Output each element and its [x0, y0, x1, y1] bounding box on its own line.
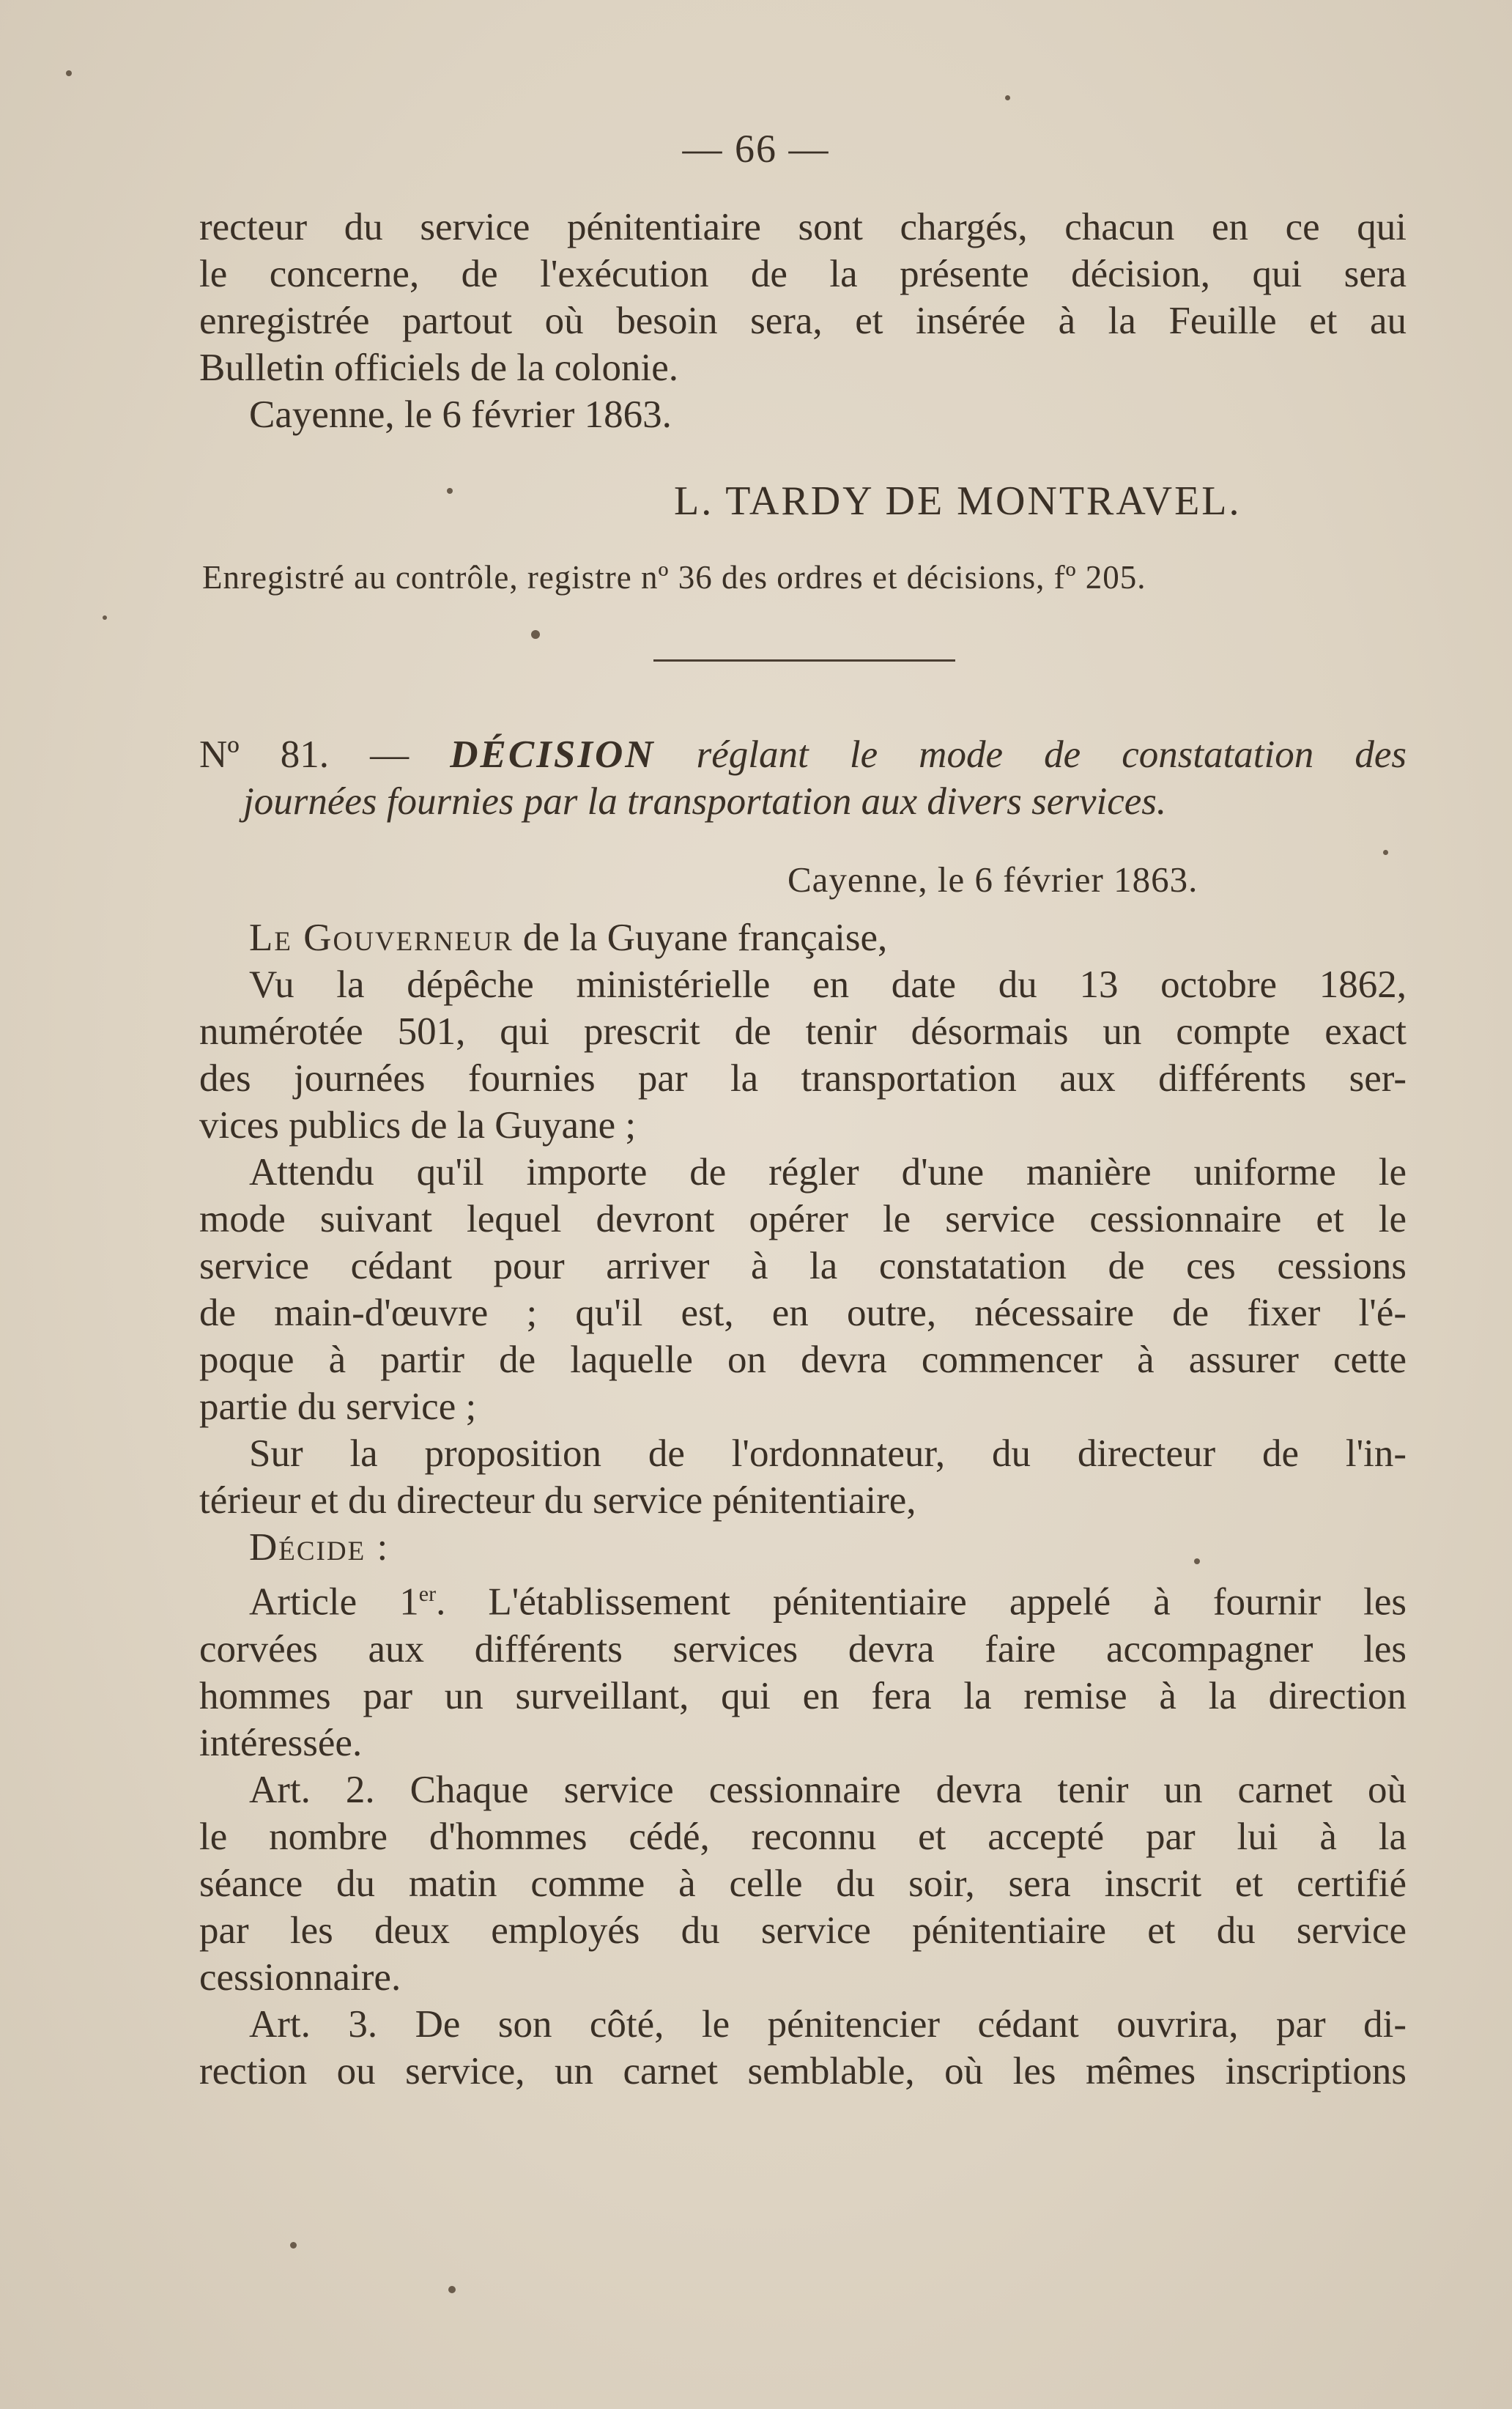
- speck: [1005, 95, 1010, 100]
- section-divider: [653, 659, 955, 662]
- governor-rest: de la Guyane française,: [522, 917, 888, 959]
- text-line: vices publics de la Guyane ;: [199, 1104, 637, 1147]
- text-line: mode suivant lequel devront opérer le service cessionnaire et le: [199, 1198, 1407, 1240]
- text-line: poque à partir de laquelle on devra commencer à assurer cette: [199, 1339, 1407, 1381]
- text-line: le concerne, de l'exécution de la présente décision, qui sera: [199, 253, 1407, 295]
- governor-title: Le Gouverneur: [249, 917, 514, 959]
- date-line: Cayenne, le 6 février 1863.: [249, 393, 672, 436]
- registration-note: Enregistré au contrôle, registre nº 36 des ordres et décisions, fº 205.: [202, 559, 1146, 596]
- speck: [66, 70, 72, 76]
- decision-title-line-2: journées fournies par la transportation aux divers services.: [243, 780, 1167, 823]
- text-line: par les deux employés du service pénitentiaire et du service: [199, 1909, 1407, 1952]
- heading-line: [199, 731, 1407, 778]
- speck: [1383, 850, 1388, 855]
- text-line: cessionnaire.: [199, 1955, 401, 1999]
- decision-number: Nº 81. —: [199, 733, 410, 776]
- article-label: Article 1: [249, 1580, 419, 1624]
- text-line: Bulletin officiels de la colonie.: [199, 347, 678, 389]
- decision-body: [199, 914, 1407, 2095]
- text-line: corvées aux différents services devra faire accompagner les: [199, 1627, 1407, 1670]
- text-line: séance du matin comme à celle du soir, sera inscrit et certifié: [199, 1862, 1407, 1905]
- text-line: partie du service ;: [199, 1385, 477, 1428]
- signature: L. TARDY DE MONTRAVEL.: [674, 478, 1242, 524]
- governor-line: [199, 914, 1407, 961]
- decision-title-word: DÉCISION: [450, 733, 656, 776]
- speck: [290, 2242, 297, 2249]
- page-number: — 66 —: [682, 127, 830, 171]
- text-line: hommes par un surveillant, qui en fera la remise à la direction: [199, 1674, 1407, 1717]
- text-line: de main-d'œuvre ; qu'il est, en outre, nécessaire de fixer l'é-: [199, 1292, 1407, 1334]
- text-line: service cédant pour arriver à la constatation de ces cessions: [199, 1245, 1407, 1287]
- text-line: intéressée.: [199, 1721, 363, 1764]
- text-line: numérotée 501, qui prescrit de tenir désormais un compte exact: [199, 1010, 1407, 1053]
- article-text: . L'établissement pénitentiaire appelé à fournir les: [436, 1580, 1407, 1624]
- speck: [447, 488, 453, 494]
- article-label-sup: er: [418, 1582, 437, 1606]
- decision-date: Cayenne, le 6 février 1863.: [788, 859, 1198, 900]
- opening-paragraph: [199, 204, 1407, 438]
- speck: [103, 615, 107, 620]
- text-line: enregistrée partout où besoin sera, et insérée à la Feuille et au: [199, 300, 1407, 342]
- decision-title: réglant le mode de constatation des: [696, 733, 1407, 776]
- decision-heading: [199, 731, 1407, 825]
- text-line: des journées fournies par la transportation aux différents ser-: [199, 1057, 1407, 1100]
- decide-heading: Décide :: [249, 1526, 390, 1569]
- text-line: recteur du service pénitentiaire sont chargés, chacun en ce qui: [199, 206, 1407, 248]
- text-line: Art. 2. Chaque service cessionnaire devra tenir un carnet où: [249, 1768, 1407, 1811]
- text-line: Attendu qu'il importe de régler d'une manière uniforme le: [249, 1151, 1407, 1194]
- article-1-first-line: [199, 1571, 1407, 1626]
- speck: [531, 630, 540, 639]
- speck: [448, 2286, 456, 2293]
- text-line: térieur et du directeur du service pénitentiaire,: [199, 1479, 916, 1522]
- speck: [1194, 1558, 1200, 1564]
- text-line: Sur la proposition de l'ordonnateur, du directeur de l'in-: [249, 1432, 1407, 1475]
- text-line: rection ou service, un carnet semblable, où les mêmes inscriptions: [199, 2049, 1407, 2092]
- text-line: le nombre d'hommes cédé, reconnu et accepté par lui à la: [199, 1815, 1407, 1858]
- text-line: Vu la dépêche ministérielle en date du 13 octobre 1862,: [249, 963, 1407, 1006]
- text-line: Art. 3. De son côté, le pénitencier cédant ouvrira, par di-: [249, 2002, 1407, 2046]
